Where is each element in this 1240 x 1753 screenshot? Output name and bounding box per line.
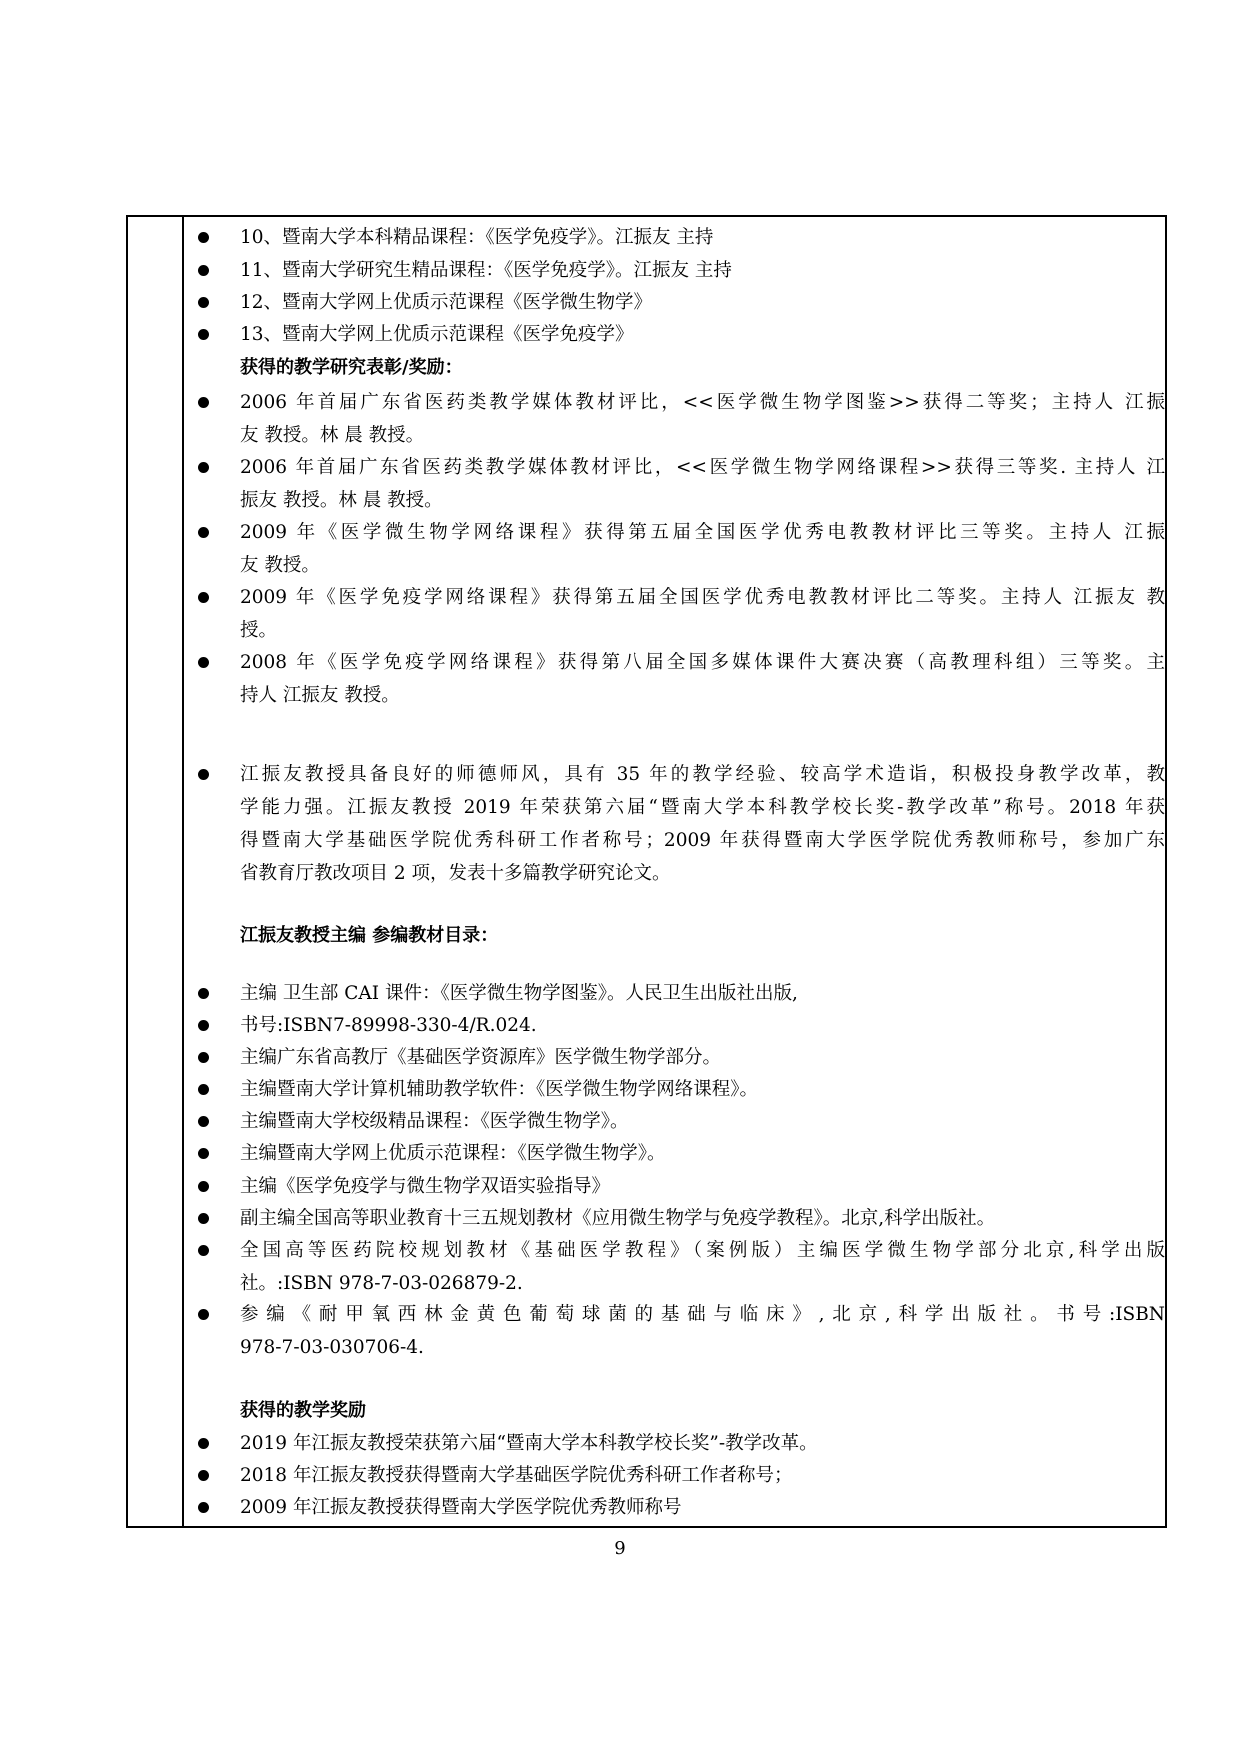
bullet-icon: [198, 657, 209, 668]
bullet-icon: [198, 592, 209, 603]
bullet-icon: [198, 1052, 209, 1063]
section-heading: 获得的教学奖励: [240, 1400, 366, 1421]
bullet-icon: [198, 1084, 209, 1095]
list-item-line: 副主编全国高等职业教育十三五规划教材《应用微生物学与免疫学教程》。北京,科学出版社。: [240, 1208, 996, 1229]
list-item-line: 2019 年江振友教授荣获第六届“暨南大学本科教学校长奖”-教学改革。: [240, 1433, 818, 1454]
bullet-icon: [198, 1245, 209, 1256]
list-item-line: 持人 江振友 教授。: [240, 685, 400, 706]
list-item-line: 江振友教授具备良好的师德师风，具有 35 年的教学经验、较高学术造诣，积极投身教学改革，教: [240, 764, 1165, 785]
list-item-line: 主编暨南大学计算机辅助教学软件：《医学微生物学网络课程》。: [240, 1079, 759, 1100]
section-heading: 获得的教学研究表彰/奖励：: [240, 357, 463, 378]
bullet-icon: [198, 297, 209, 308]
list-item-line: 2009 年江振友教授获得暨南大学医学院优秀教师称号: [240, 1497, 682, 1518]
list-item-line: 社。:ISBN 978-7-03-026879-2.: [240, 1273, 523, 1294]
bullet-icon: [198, 769, 209, 780]
bullet-icon: [198, 1470, 209, 1481]
bullet-icon: [198, 1309, 209, 1320]
content-cell: [184, 215, 1167, 1528]
list-item-line: 友 教授。林 晨 教授。: [240, 425, 425, 446]
bullet-icon: [198, 988, 209, 999]
list-item-line: 2018 年江振友教授获得暨南大学基础医学院优秀科研工作者称号；: [240, 1465, 793, 1486]
list-item-line: 友 教授。: [240, 555, 320, 576]
list-item-line: 授。: [240, 620, 278, 641]
bullet-icon: [198, 232, 209, 243]
list-item-line: 2006 年首届广东省医药类教学媒体教材评比，<<医学微生物学图鉴>>获得二等奖；主持人 江振: [240, 392, 1165, 413]
list-item-line: 11、暨南大学研究生精品课程：《医学免疫学》。江振友 主持: [240, 260, 732, 281]
bullet-icon: [198, 1020, 209, 1031]
section-heading: 江振友教授主编 参编教材目录：: [240, 925, 499, 946]
list-item-line: 学能力强。江振友教授 2019 年荣获第六届“暨南大学本科教学校长奖-教学改革”称号。2018 年获: [240, 797, 1165, 818]
list-item-line: 13、暨南大学网上优质示范课程《医学免疫学》: [240, 324, 634, 345]
list-item-line: 12、暨南大学网上优质示范课程《医学微生物学》: [240, 292, 653, 313]
bullet-icon: [198, 1116, 209, 1127]
list-item-line: 参编《耐甲氧西林金黄色葡萄球菌的基础与临床》,北京,科学出版社。书号:ISBN: [240, 1304, 1165, 1325]
list-item-line: 2008 年《医学免疫学网络课程》获得第八届全国多媒体课件大赛决赛（高教理科组）三等奖。主: [240, 652, 1165, 673]
bullet-icon: [198, 329, 209, 340]
list-item-line: 省教育厅教改项目 2 项，发表十多篇教学研究论文。: [240, 863, 671, 884]
list-item-line: 书号:ISBN7-89998-330-4/R.024.: [240, 1015, 537, 1036]
list-item-line: 2006 年首届广东省医药类教学媒体教材评比，<<医学微生物学网络课程>>获得三等奖. 主持人 江: [240, 457, 1165, 478]
list-item-line: 主编 卫生部 CAI 课件：《医学微生物学图鉴》。人民卫生出版社出版,: [240, 983, 798, 1004]
list-item-line: 主编广东省高教厅《基础医学资源库》医学微生物学部分。: [240, 1047, 722, 1068]
list-item-line: 978-7-03-030706-4.: [240, 1337, 424, 1358]
list-item-line: 振友 教授。林 晨 教授。: [240, 490, 443, 511]
list-item-line: 主编暨南大学校级精品课程：《医学微生物学》。: [240, 1111, 629, 1132]
list-item-line: 主编《医学免疫学与微生物学双语实验指导》: [240, 1176, 611, 1197]
list-item-line: 全国高等医药院校规划教材《基础医学教程》（案例版）主编医学微生物学部分北京,科学出版: [240, 1240, 1165, 1261]
list-item-line: 主编暨南大学网上优质示范课程：《医学微生物学》。: [240, 1143, 666, 1164]
bullet-icon: [198, 527, 209, 538]
bullet-icon: [198, 1213, 209, 1224]
bullet-icon: [198, 1181, 209, 1192]
list-item-line: 10、暨南大学本科精品课程：《医学免疫学》。江振友 主持: [240, 227, 714, 248]
bullet-icon: [198, 462, 209, 473]
page-number: 9: [614, 1538, 626, 1559]
list-item-line: 2009 年《医学微生物学网络课程》获得第五届全国医学优秀电教教材评比三等奖。主持人 江振: [240, 522, 1165, 543]
bullet-icon: [198, 265, 209, 276]
bullet-icon: [198, 397, 209, 408]
list-item-line: 得暨南大学基础医学院优秀科研工作者称号；2009 年获得暨南大学医学院优秀教师称号，参加广东: [240, 830, 1165, 851]
bullet-icon: [198, 1438, 209, 1449]
list-item-line: 2009 年《医学免疫学网络课程》获得第五届全国医学优秀电教教材评比二等奖。主持人 江振友 教: [240, 587, 1165, 608]
bullet-icon: [198, 1502, 209, 1513]
bullet-icon: [198, 1148, 209, 1159]
